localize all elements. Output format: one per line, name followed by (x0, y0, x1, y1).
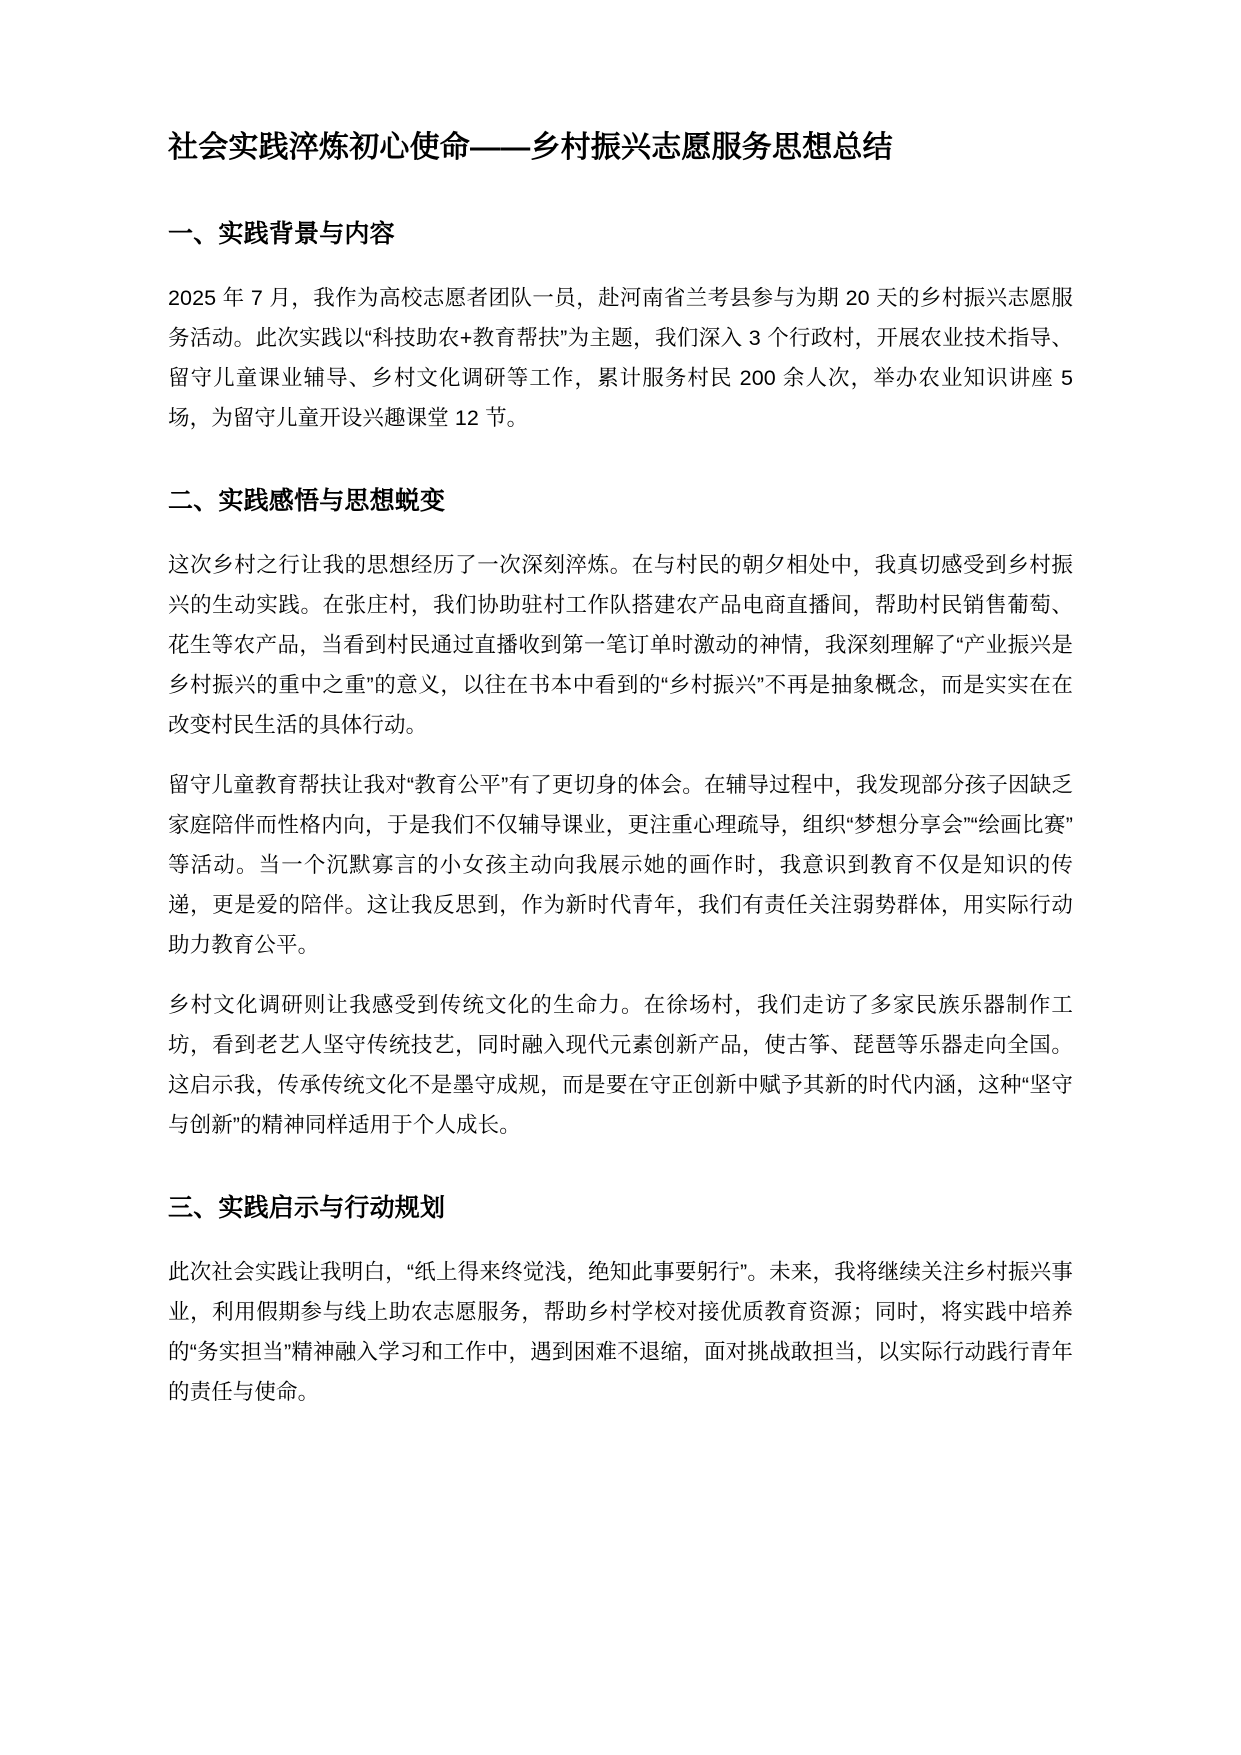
section-2-body (168, 545, 1073, 1145)
section-2-heading: 二、实践感悟与思想蜕变 (168, 486, 446, 515)
section-1-body (168, 278, 1073, 438)
paragraph: 这次乡村之行让我的思想经历了一次深刻淬炼。在与村民的朝夕相处中，我真切感受到乡村振兴的生动实践。在张庄村，我们协助驻村工作队搭建农产品电商直播间，帮助村民销售葡萄、花生等农产品，当看到村民通过直播收到第一笔订单时激动的神情，我深刻理解了“产业振兴是乡村振兴的重中之重”的意义，以往在书本中看到的“乡村振兴”不再是抽象概念，而是实实在在改变村民生活的具体行动。 (168, 552, 1073, 737)
paragraph: 留守儿童教育帮扶让我对“教育公平”有了更切身的体会。在辅导过程中，我发现部分孩子因缺乏家庭陪伴而性格内向，于是我们不仅辅导课业，更注重心理疏导，组织“梦想分享会”“绘画比赛”等活动。当一个沉默寡言的小女孩主动向我展示她的画作时，我意识到教育不仅是知识的传递，更是爱的陪伴。这让我反思到，作为新时代青年，我们有责任关注弱势群体，用实际行动助力教育公平。 (168, 772, 1073, 957)
document-title: 社会实践淬炼初心使命——乡村振兴志愿服务思想总结 (168, 131, 893, 164)
paragraph: 2025 年 7 月，我作为高校志愿者团队一员，赴河南省兰考县参与为期 20 天的乡村振兴志愿服务活动。此次实践以“科技助农+教育帮扶”为主题，我们深入 3 个行政村，开展农业技术指导、留守儿童课业辅导、乡村文化调研等工作，累计服务村民 200 余人次，举办农业知识讲座 5 场，为留守儿童开设兴趣课堂 12 节。 (168, 285, 1073, 430)
section-1 (168, 217, 1073, 438)
section-2 (168, 484, 1073, 1145)
section-3-heading: 三、实践启示与行动规划 (168, 1193, 446, 1222)
section-1-heading: 一、实践背景与内容 (168, 219, 395, 248)
paragraph: 乡村文化调研则让我感受到传统文化的生命力。在徐场村，我们走访了多家民族乐器制作工坊，看到老艺人坚守传统技艺，同时融入现代元素创新产品，使古筝、琵琶等乐器走向全国。这启示我，传承传统文化不是墨守成规，而是要在守正创新中赋予其新的时代内涵，这种“坚守与创新”的精神同样适用于个人成长。 (168, 992, 1073, 1137)
section-3 (168, 1191, 1073, 1412)
section-3-body (168, 1252, 1073, 1412)
paragraph: 此次社会实践让我明白，“纸上得来终觉浅，绝知此事要躬行”。未来，我将继续关注乡村振兴事业，利用假期参与线上助农志愿服务，帮助乡村学校对接优质教育资源；同时，将实践中培养的“务实担当”精神融入学习和工作中，遇到困难不退缩，面对挑战敢担当，以实际行动践行青年的责任与使命。 (168, 1259, 1073, 1404)
